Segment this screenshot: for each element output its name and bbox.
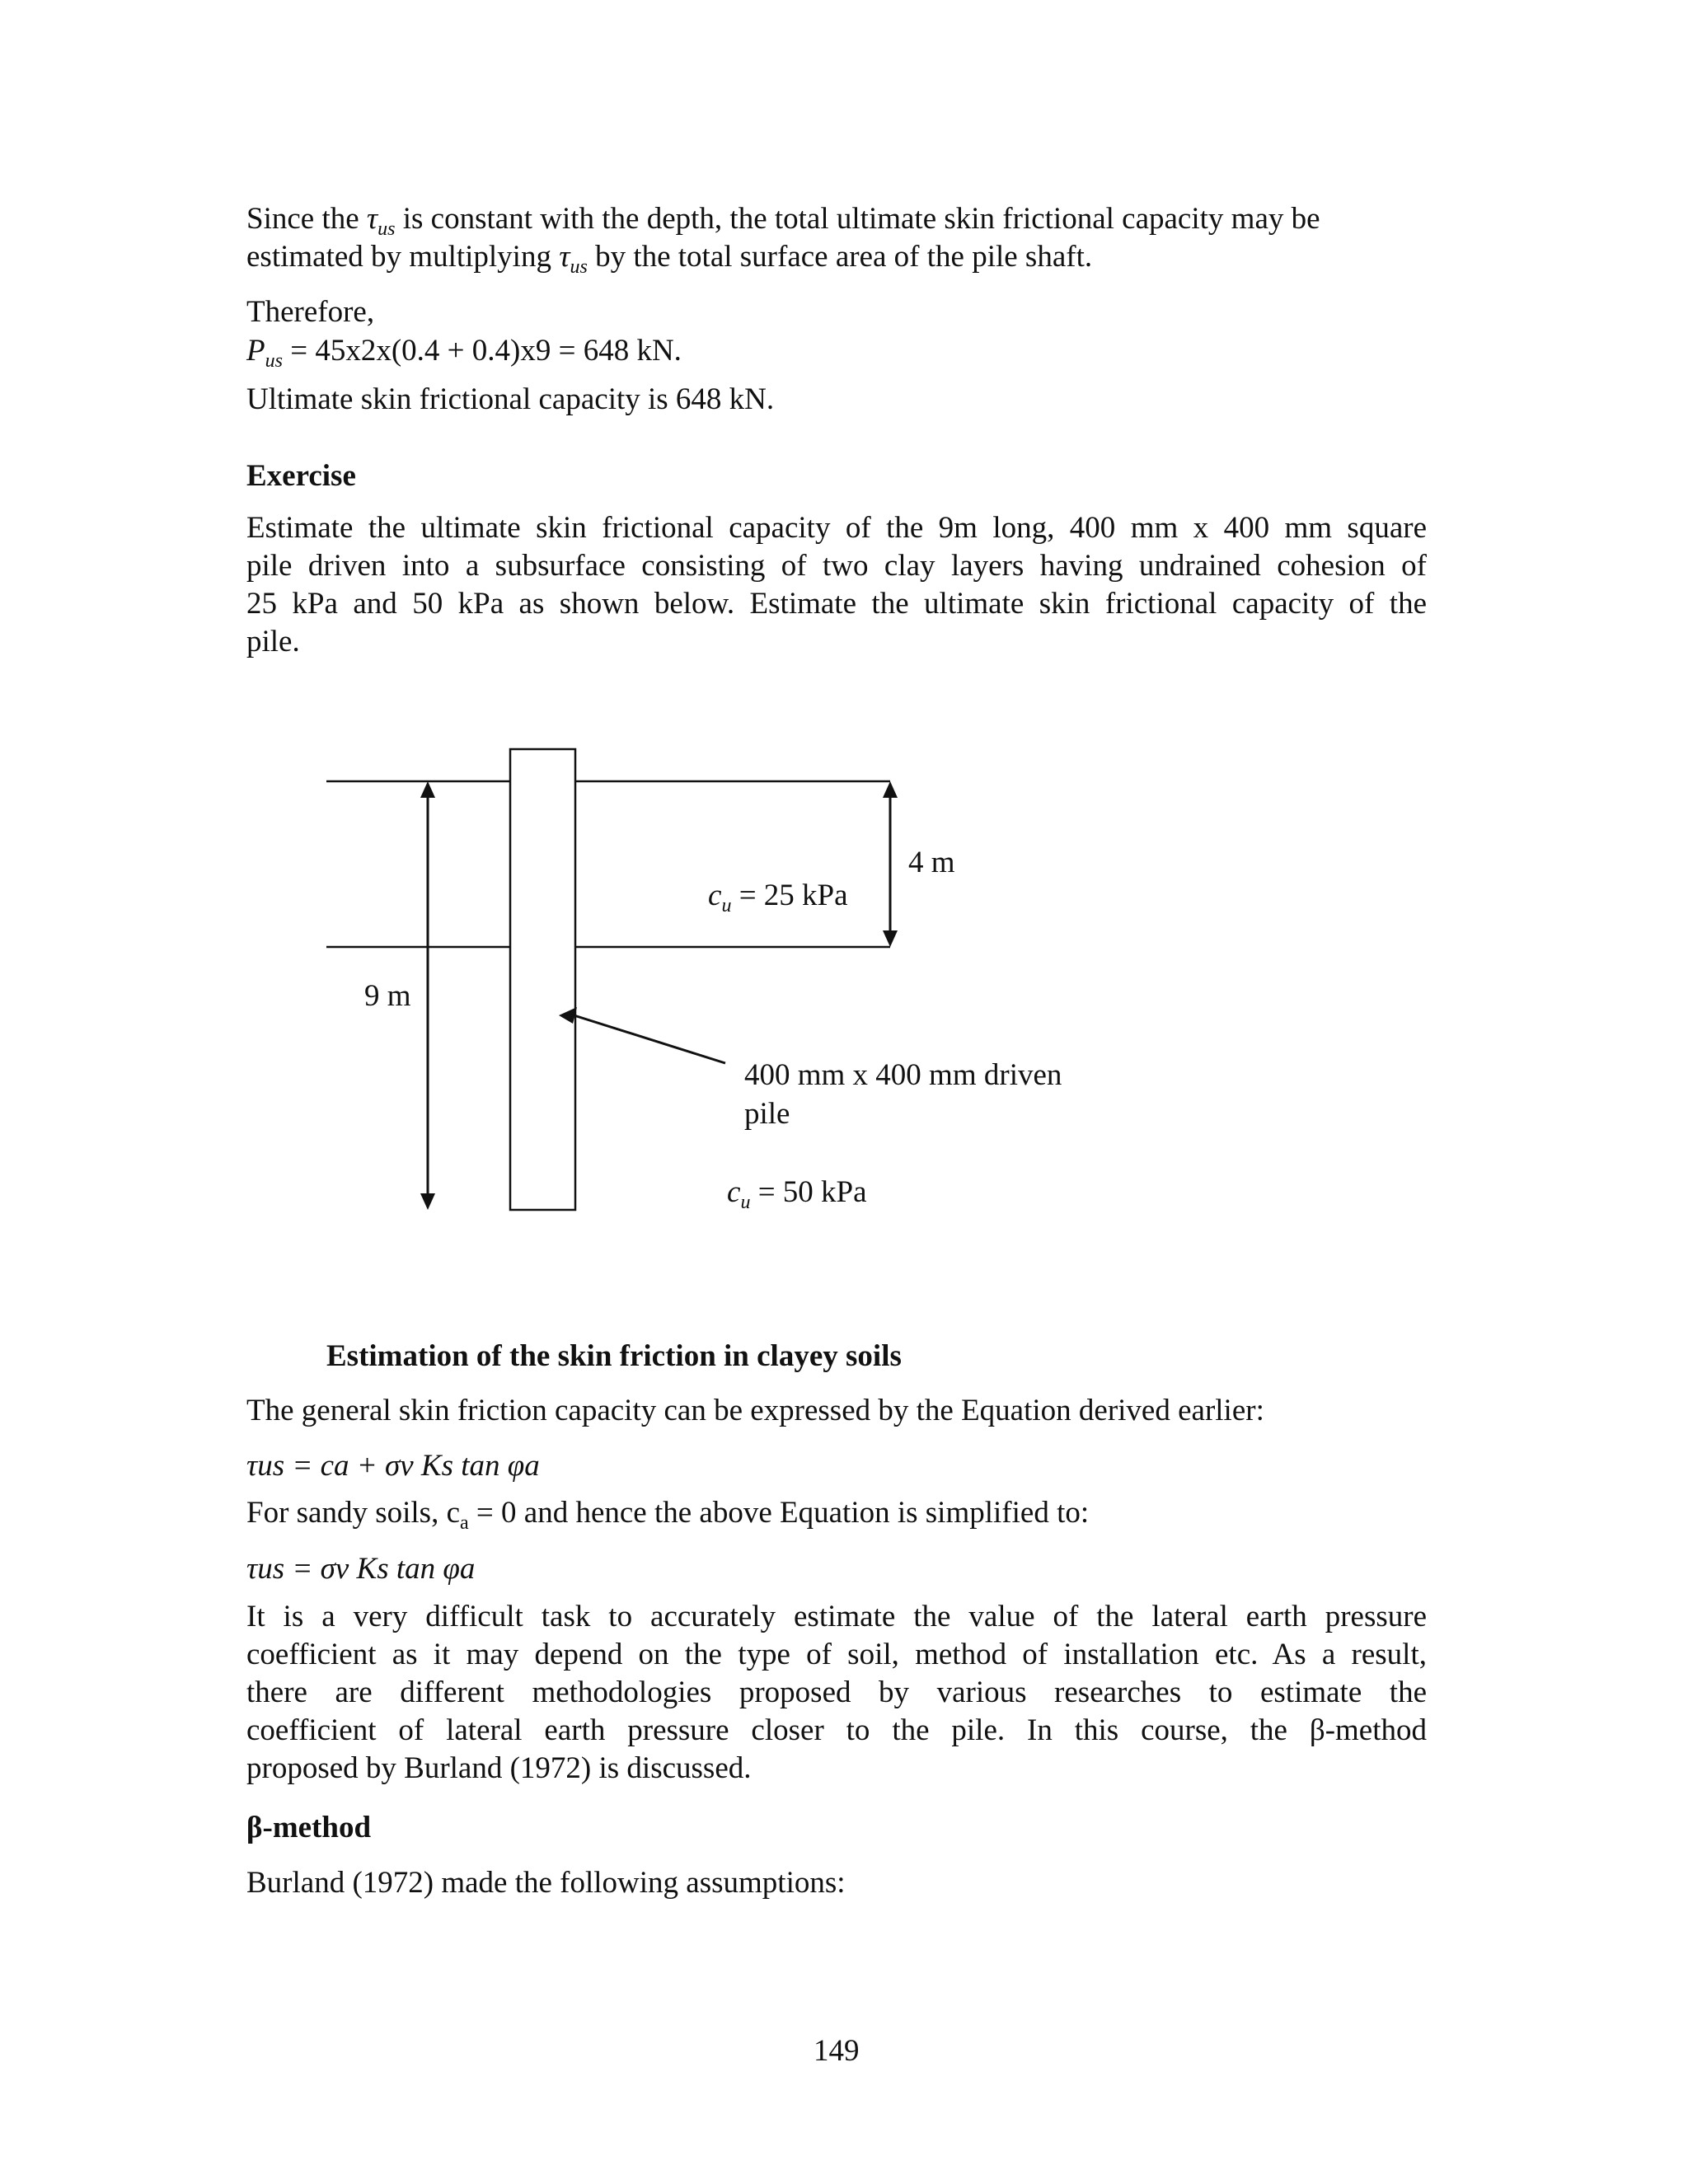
section-intro: The general skin friction capacity can be expressed by the Equation derived earlier: <box>246 1394 1264 1427</box>
label-pile-line-2: pile <box>744 1097 790 1131</box>
tau-symbol: $\tau_{us}$ <box>559 240 588 278</box>
pile-leader-arrow <box>559 1007 577 1024</box>
section-heading: Estimation of the skin friction in clayey soils <box>326 1339 902 1373</box>
therefore-label: Therefore, <box>246 295 375 329</box>
pile-shaft <box>510 749 575 1210</box>
dimension-4m-arrow-top <box>883 781 898 798</box>
label-cu-lower: $c_u = 50$ kPa <box>727 1175 867 1213</box>
simplified-equation: τus = σv Ks tan φa <box>246 1552 476 1586</box>
exercise-heading: Exercise <box>246 459 356 493</box>
label-pile-line-1: 400 mm x 400 mm driven <box>744 1058 1062 1092</box>
sandy-soils-line: For sandy soils, $c_a = 0$ and hence the above Equation is simplified to: <box>246 1496 1090 1534</box>
dimension-9m-arrow-top <box>420 781 435 798</box>
tau-symbol: $\tau_{us}$ <box>366 202 396 240</box>
intro-line-2: estimated by multiplying $\tau_{us}$ by the total surface area of the pile shaft. <box>246 240 1093 278</box>
dimension-9m-arrow-bottom <box>420 1193 435 1210</box>
label-9m: 9 m <box>364 979 411 1013</box>
beta-method-intro: Burland (1972) made the following assumptions: <box>246 1866 846 1900</box>
pus-equation: $P_{us} = 45x2x(0.4 + 0.4)x9 = 648$ kN. <box>246 334 682 372</box>
exercise-paragraph: Estimate the ultimate skin frictional capacity of the 9m long, 400 mm x 400 mm square pile driven into a subsurface consisting of two clay layers having undrained cohesion of 25 kPa and 50 kPa as shown below. Estimate the ultimate skin frictional capacity of the pile. <box>246 511 1427 658</box>
general-equation: τus = ca + σv Ks tan φa <box>246 1449 540 1483</box>
dimension-4m-arrow-bottom <box>883 930 898 947</box>
beta-method-heading: β-method <box>246 1811 372 1844</box>
intro-line-1: Since the $\tau_{us}$ is constant with the depth, the total ultimate skin frictional capacity may be <box>246 202 1320 240</box>
pile-leader-line <box>569 1014 725 1063</box>
result-statement: Ultimate skin frictional capacity is 648 kN. <box>246 382 775 416</box>
section-paragraph: It is a very difficult task to accurately estimate the value of the lateral earth pressure coefficient as it may depend on the type of soil, method of installation etc. As a result, there are different methodologies proposed by various researches to estimate the coefficient of lateral earth pressure closer to the pile. In this course, the β-method proposed by Burland (1972) is discussed. <box>246 1600 1427 1785</box>
label-4m: 4 m <box>908 846 955 879</box>
page-number: 149 <box>814 2034 860 2068</box>
label-cu-upper: $c_u = 25$ kPa <box>708 879 848 916</box>
